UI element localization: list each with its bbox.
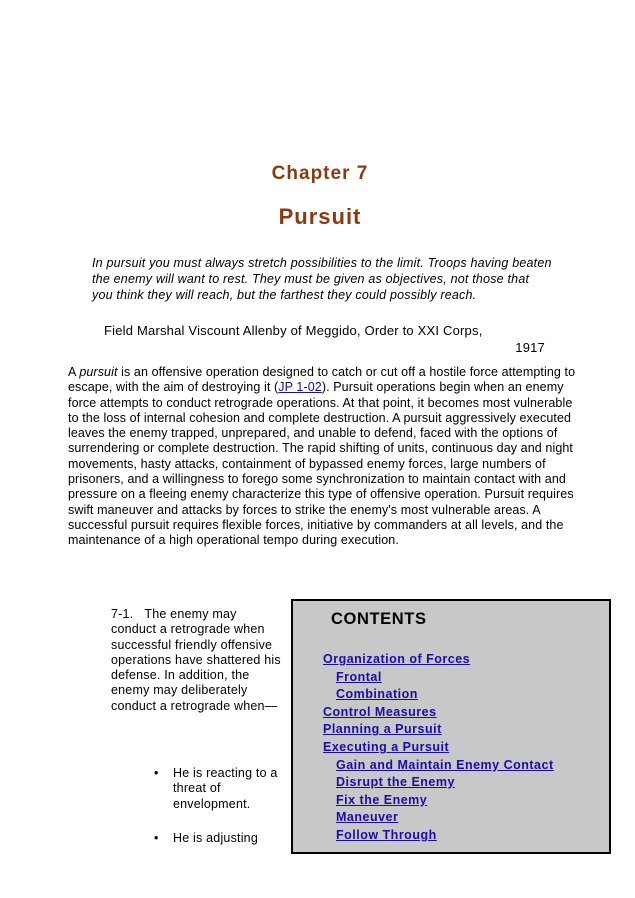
intro-text-continued: ). Pursuit operations begin when an enemy force attempts to conduct retrograde operations. At that point, it becomes most vulnerable to the loss of internal cohesion and complete destruction. A pursuit aggressively executed leaves the enemy trapped, unprepared, and unable to defend, faced with the options of surrendering or complete destruction. The rapid shifting of units, continuous day and night movements, hasty attacks, containment of bypassed enemy forces, large numbers of prisoners, and a willingness to forego some synchronization to maintain contact with and pressure on a fleeing enemy characterize this type of offensive operation. Pursuit requires swift maneuver and attacks by forces to strike the enemy's most vulnerable areas. A successful pursuit requires flexible forces, initiative by commanders at all levels, and the maintenance of a high operational tempo during execution. <box>68 380 574 548</box>
jp-1-02-link[interactable]: JP 1-02 <box>278 380 322 395</box>
intro-paragraph <box>68 365 583 549</box>
intro-term: pursuit <box>79 365 118 379</box>
contents-link[interactable]: Follow Through <box>336 827 437 842</box>
contents-item-disrupt-the-enemy <box>323 774 554 792</box>
paragraph-7-1 <box>111 607 281 714</box>
contents-item-frontal <box>323 669 554 687</box>
list-item <box>154 831 279 846</box>
contents-list <box>323 651 554 845</box>
contents-heading: CONTENTS <box>331 610 427 628</box>
list-item-text: He is reacting to a threat of envelopment. <box>173 766 278 811</box>
contents-link[interactable]: Control Measures <box>323 704 437 719</box>
contents-item-fix-the-enemy <box>323 792 554 810</box>
attribution-year: 1917 <box>515 340 545 355</box>
intro-prefix: A <box>68 365 80 379</box>
intro-text: is an offensive operation designed to catch or cut off a hostile force attempting to escape, with the aim of destroying it ( <box>68 365 576 395</box>
contents-link[interactable]: Gain and Maintain Enemy Contact <box>336 757 554 772</box>
contents-link[interactable]: Frontal <box>336 669 382 684</box>
contents-item-planning-a-pursuit <box>323 721 554 739</box>
bullet-icon: • <box>154 766 159 780</box>
attribution-line: Field Marshal Viscount Allenby of Meggido, Order to XXI Corps, <box>104 323 483 338</box>
list-item-text: He is adjusting <box>173 830 258 845</box>
retrograde-reasons-list <box>154 766 279 865</box>
chapter-title: Pursuit <box>278 204 362 229</box>
paragraph-text: The enemy may conduct a retrograde when successful friendly offensive operations have shattered his defense. In addition, the enemy may deliberately conduct a retrograde when— <box>111 607 281 713</box>
contents-item-combination <box>323 686 554 704</box>
contents-box <box>291 599 611 854</box>
contents-item-gain-and-maintain-enemy-contact <box>323 757 554 775</box>
contents-item-maneuver <box>323 809 554 827</box>
chapter-label: Chapter 7 <box>271 163 369 184</box>
epigraph-quote: In pursuit you must always stretch possibilities to the limit. Troops having beaten the enemy will want to rest. They must be given as objectives, not those that you think they will reach, but the farthest they could possibly reach. <box>92 256 552 302</box>
epigraph-attribution <box>104 322 545 356</box>
contents-link[interactable]: Maneuver <box>336 810 399 825</box>
paragraph-number: 7-1. <box>111 607 134 621</box>
contents-link[interactable]: Planning a Pursuit <box>323 722 442 737</box>
contents-item-executing-a-pursuit <box>323 739 554 757</box>
bullet-icon: • <box>154 830 159 845</box>
list-item <box>154 766 279 812</box>
contents-item-control-measures <box>323 704 554 722</box>
contents-link[interactable]: Organization of Forces <box>323 652 471 666</box>
contents-link[interactable]: Executing a Pursuit <box>323 739 450 754</box>
contents-link[interactable]: Disrupt the Enemy <box>336 775 455 790</box>
contents-link[interactable]: Fix the Enemy <box>336 792 428 807</box>
contents-item-organization-of-forces <box>323 651 554 669</box>
contents-item-follow-through <box>323 827 554 845</box>
contents-link[interactable]: Combination <box>336 687 418 702</box>
